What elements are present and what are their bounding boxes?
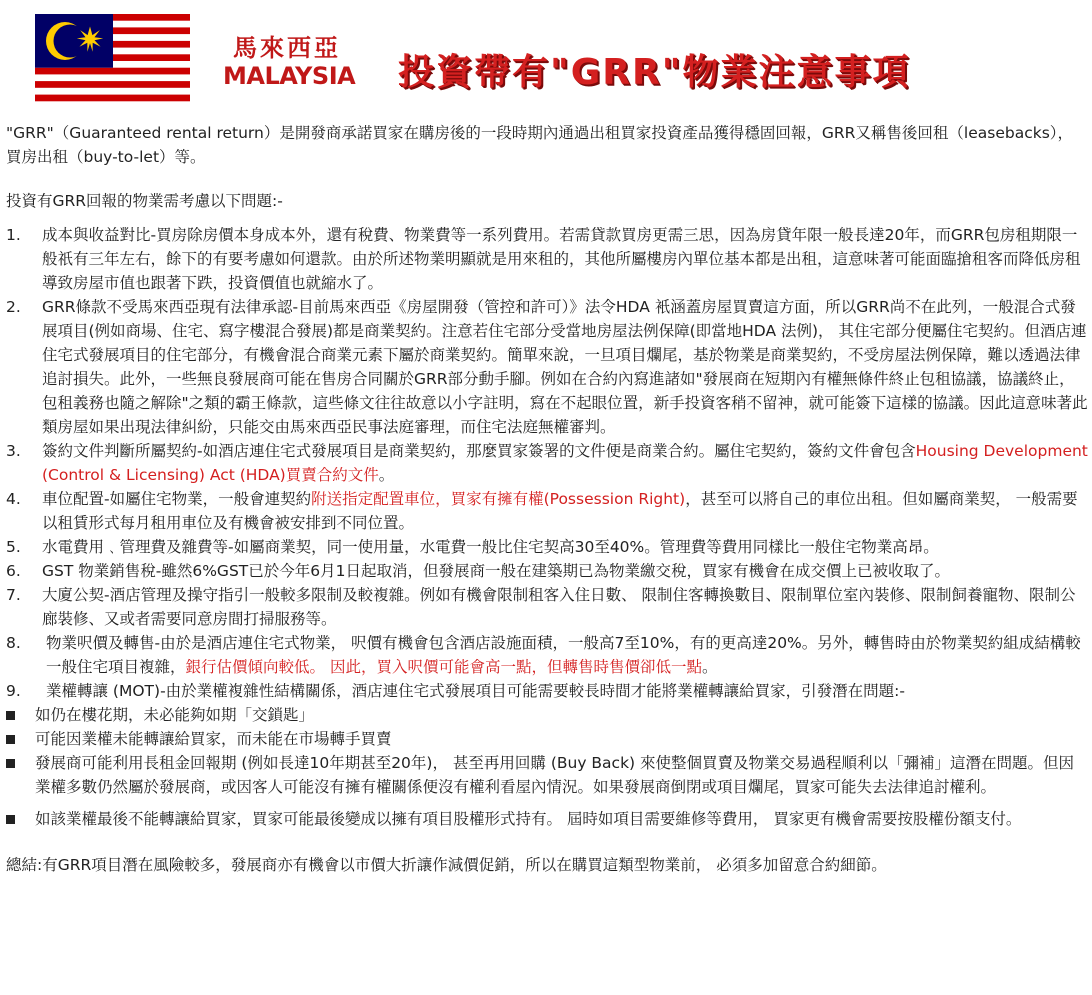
intro-paragraph: "GRR"（Guaranteed rental return）是開發商承諾買家在購房後的一段時期內通過出租買家投資產品獲得穩固回報，GRR又稱售後回租（leasebacks），買房出租（buy-to-let）等。 (6, 124, 1074, 166)
bullet-item (6, 727, 1088, 751)
list-item (6, 679, 1088, 703)
list-text-part: 。 (378, 466, 395, 484)
list-item (6, 223, 1088, 295)
list-text (42, 439, 1088, 487)
list-item (6, 295, 1088, 439)
bullet-text: 發展商可能利用長租金回報期 (例如長達10年期甚至20年)， 甚至再用回購 (Buy Back) 來使整個買賣及物業交易過程順利以「彌補」這潛在問題。但因業權多數仍然屬於發展商，或因客人可能沒有擁有權關係便沒有權利看屋內情況。如果發展商倒閉或項目爛尾，買家可能失去法律追討權利。 (35, 754, 1075, 796)
country-name-zh: 馬來西亞 (233, 34, 341, 62)
list-number: 8. (6, 634, 21, 652)
list-text-part: 物業呎價及轉售-由於是酒店連住宅式物業， 呎價有機會包含酒店設施面積，一般高7至10%，有的更高達20%。另外，轉售時由於物業契約組成結構較一般住宅項目複雜， (46, 634, 1081, 676)
list-text: 大廈公契-酒店管理及操守指引一般較多限制及較複雜。例如有機會限制租客入住日數、 限制住客轉換數目、限制單位室內裝修、限制飼養寵物、限制公廊裝修、又或者需要同意房間打掃服務等。 (42, 586, 1076, 628)
list-number: 3. (6, 442, 21, 460)
list-number: 9. (6, 682, 21, 700)
country-name-en: MALAYSIA (223, 62, 356, 90)
lead-paragraph: 投資有GRR回報的物業需考慮以下問題:- (6, 192, 283, 210)
bullet-item (6, 807, 1088, 831)
list-item (6, 535, 1088, 559)
list-number: 7. (6, 586, 21, 604)
list-item (6, 487, 1088, 535)
bullet-item (6, 751, 1088, 799)
list-item (6, 631, 1088, 679)
list-text: 水電費用﹑管理費及雜費等-如屬商業契，同一使用量，水電費一般比住宅契高30至40%。管理費等費用同樣比一般住宅物業高昂。 (42, 538, 939, 556)
highlight-text: Housing Development (Control & Licensing) Act (HDA)買賣合約文件 (42, 442, 1088, 484)
page-title: 投資帶有"GRR"物業注意事項 (398, 52, 911, 93)
highlight-text: 附送指定配置車位，買家有擁有權(Possession Right) (311, 490, 686, 508)
list-text: GST 物業銷售稅-雖然6%GST已於今年6月1日起取消，但發展商一般在建築期已為物業繳交稅，買家有機會在成交價上已被收取了。 (42, 562, 950, 580)
article-body (6, 121, 1088, 877)
list-number: 5. (6, 538, 21, 556)
list-number: 4. (6, 490, 21, 508)
country-label (223, 34, 356, 90)
list-number: 1. (6, 226, 21, 244)
malaysia-flag-icon (35, 14, 190, 108)
list-number: 2. (6, 298, 21, 316)
square-bullet-icon (6, 727, 35, 751)
summary-paragraph: 總結:有GRR項目潛在風險較多，發展商亦有機會以市價大折讓作減價促銷，所以在購買這類型物業前， 必須多加留意合約細節。 (6, 856, 887, 874)
list-text: 成本與收益對比-買房除房價本身成本外，還有稅費、物業費等一系列費用。若需貸款買房更需三思，因為房貸年限一般長達20年，而GRR包房租期限一般祇有三年左右，餘下的有要考慮如何還款。由於所述物業明顯就是用來租的，其他所屬樓房內單位基本都是出租，這意味著可能面臨搶租客而降低房租導致房屋市值也跟著下跌，投資價值也就縮水了。 (42, 226, 1081, 292)
list-text (42, 487, 1088, 535)
list-text-part: ，甚至可以將自己的車位出租。但如屬商業契， 一般需要以租賃形式每月租用車位及有機會被安排到不同位置。 (42, 490, 1078, 532)
bullet-text: 如該業權最後不能轉讓給買家，買家可能最後變成以擁有項目股權形式持有。 屆時如項目需要維修等費用， 買家更有機會需要按股權份額支付。 (35, 810, 1022, 828)
list-text: 業權轉讓 (MOT)-由於業權複雜性結構關係，酒店連住宅式發展項目可能需要較長時間才能將業權轉讓給買家，引發潛在問題:- (46, 682, 905, 700)
list-item (6, 439, 1088, 487)
list-text-part: 。 (701, 658, 718, 676)
bullet-item (6, 703, 1088, 727)
list-text-part: 簽約文件判斷所屬契約-如酒店連住宅式發展項目是商業契約，那麼買家簽署的文件便是商業合約。屬住宅契約，簽約文件會包含 (42, 442, 916, 460)
square-bullet-icon (6, 703, 35, 727)
list-item (6, 559, 1088, 583)
bullet-text: 如仍在樓花期，未必能夠如期「交鎖匙」 (35, 706, 315, 724)
list-item (6, 583, 1088, 631)
list-text (42, 631, 1088, 679)
bullet-text: 可能因業權未能轉讓給買家，而未能在市場轉手買賣 (35, 730, 392, 748)
list-text-part: 車位配置-如屬住宅物業，一般會連契約 (42, 490, 312, 508)
highlight-text: 銀行估價傾向較低。 因此，買入呎價可能會高一點，但轉售時售價卻低一點 (185, 658, 702, 676)
square-bullet-icon (6, 807, 35, 831)
list-text: GRR條款不受馬來西亞現有法律承認-目前馬來西亞《房屋開發（管控和許可）》法令HDA 衹涵蓋房屋買賣這方面，所以GRR尚不在此列，一般混合式發展項目(例如商場、住宅、寫字樓混合發展)都是商業契約。注意若住宅部分受當地房屋法例保障(即當地HDA 法例)， 其住宅部分便屬住宅契約。但酒店連住宅式發展項目的住宅部分，有機會混合商業元素下屬於商業契約。簡單來說，一旦項目爛尾，基於物業是商業契約，不受房屋法例保障，難以透過法律追討損失。此外，一些無良發展商可能在售房合同關於GRR部分動手腳。例如在合約內寫進諸如"發展商在短期內有權無條件終止包租協議，協議終止，包租義務也隨之解除"之類的霸王條款，這些條文往往故意以小字註明，寫在不起眼位置，新手投資客稍不留神，就可能簽下這樣的協議。因此這意味著此類房屋如果出現法律糾紛，只能交由馬來西亞民事法庭審理，而住宅法庭無權審判。 (42, 298, 1088, 436)
list-number: 6. (6, 562, 21, 580)
square-bullet-icon (6, 751, 35, 799)
header (0, 0, 1092, 112)
